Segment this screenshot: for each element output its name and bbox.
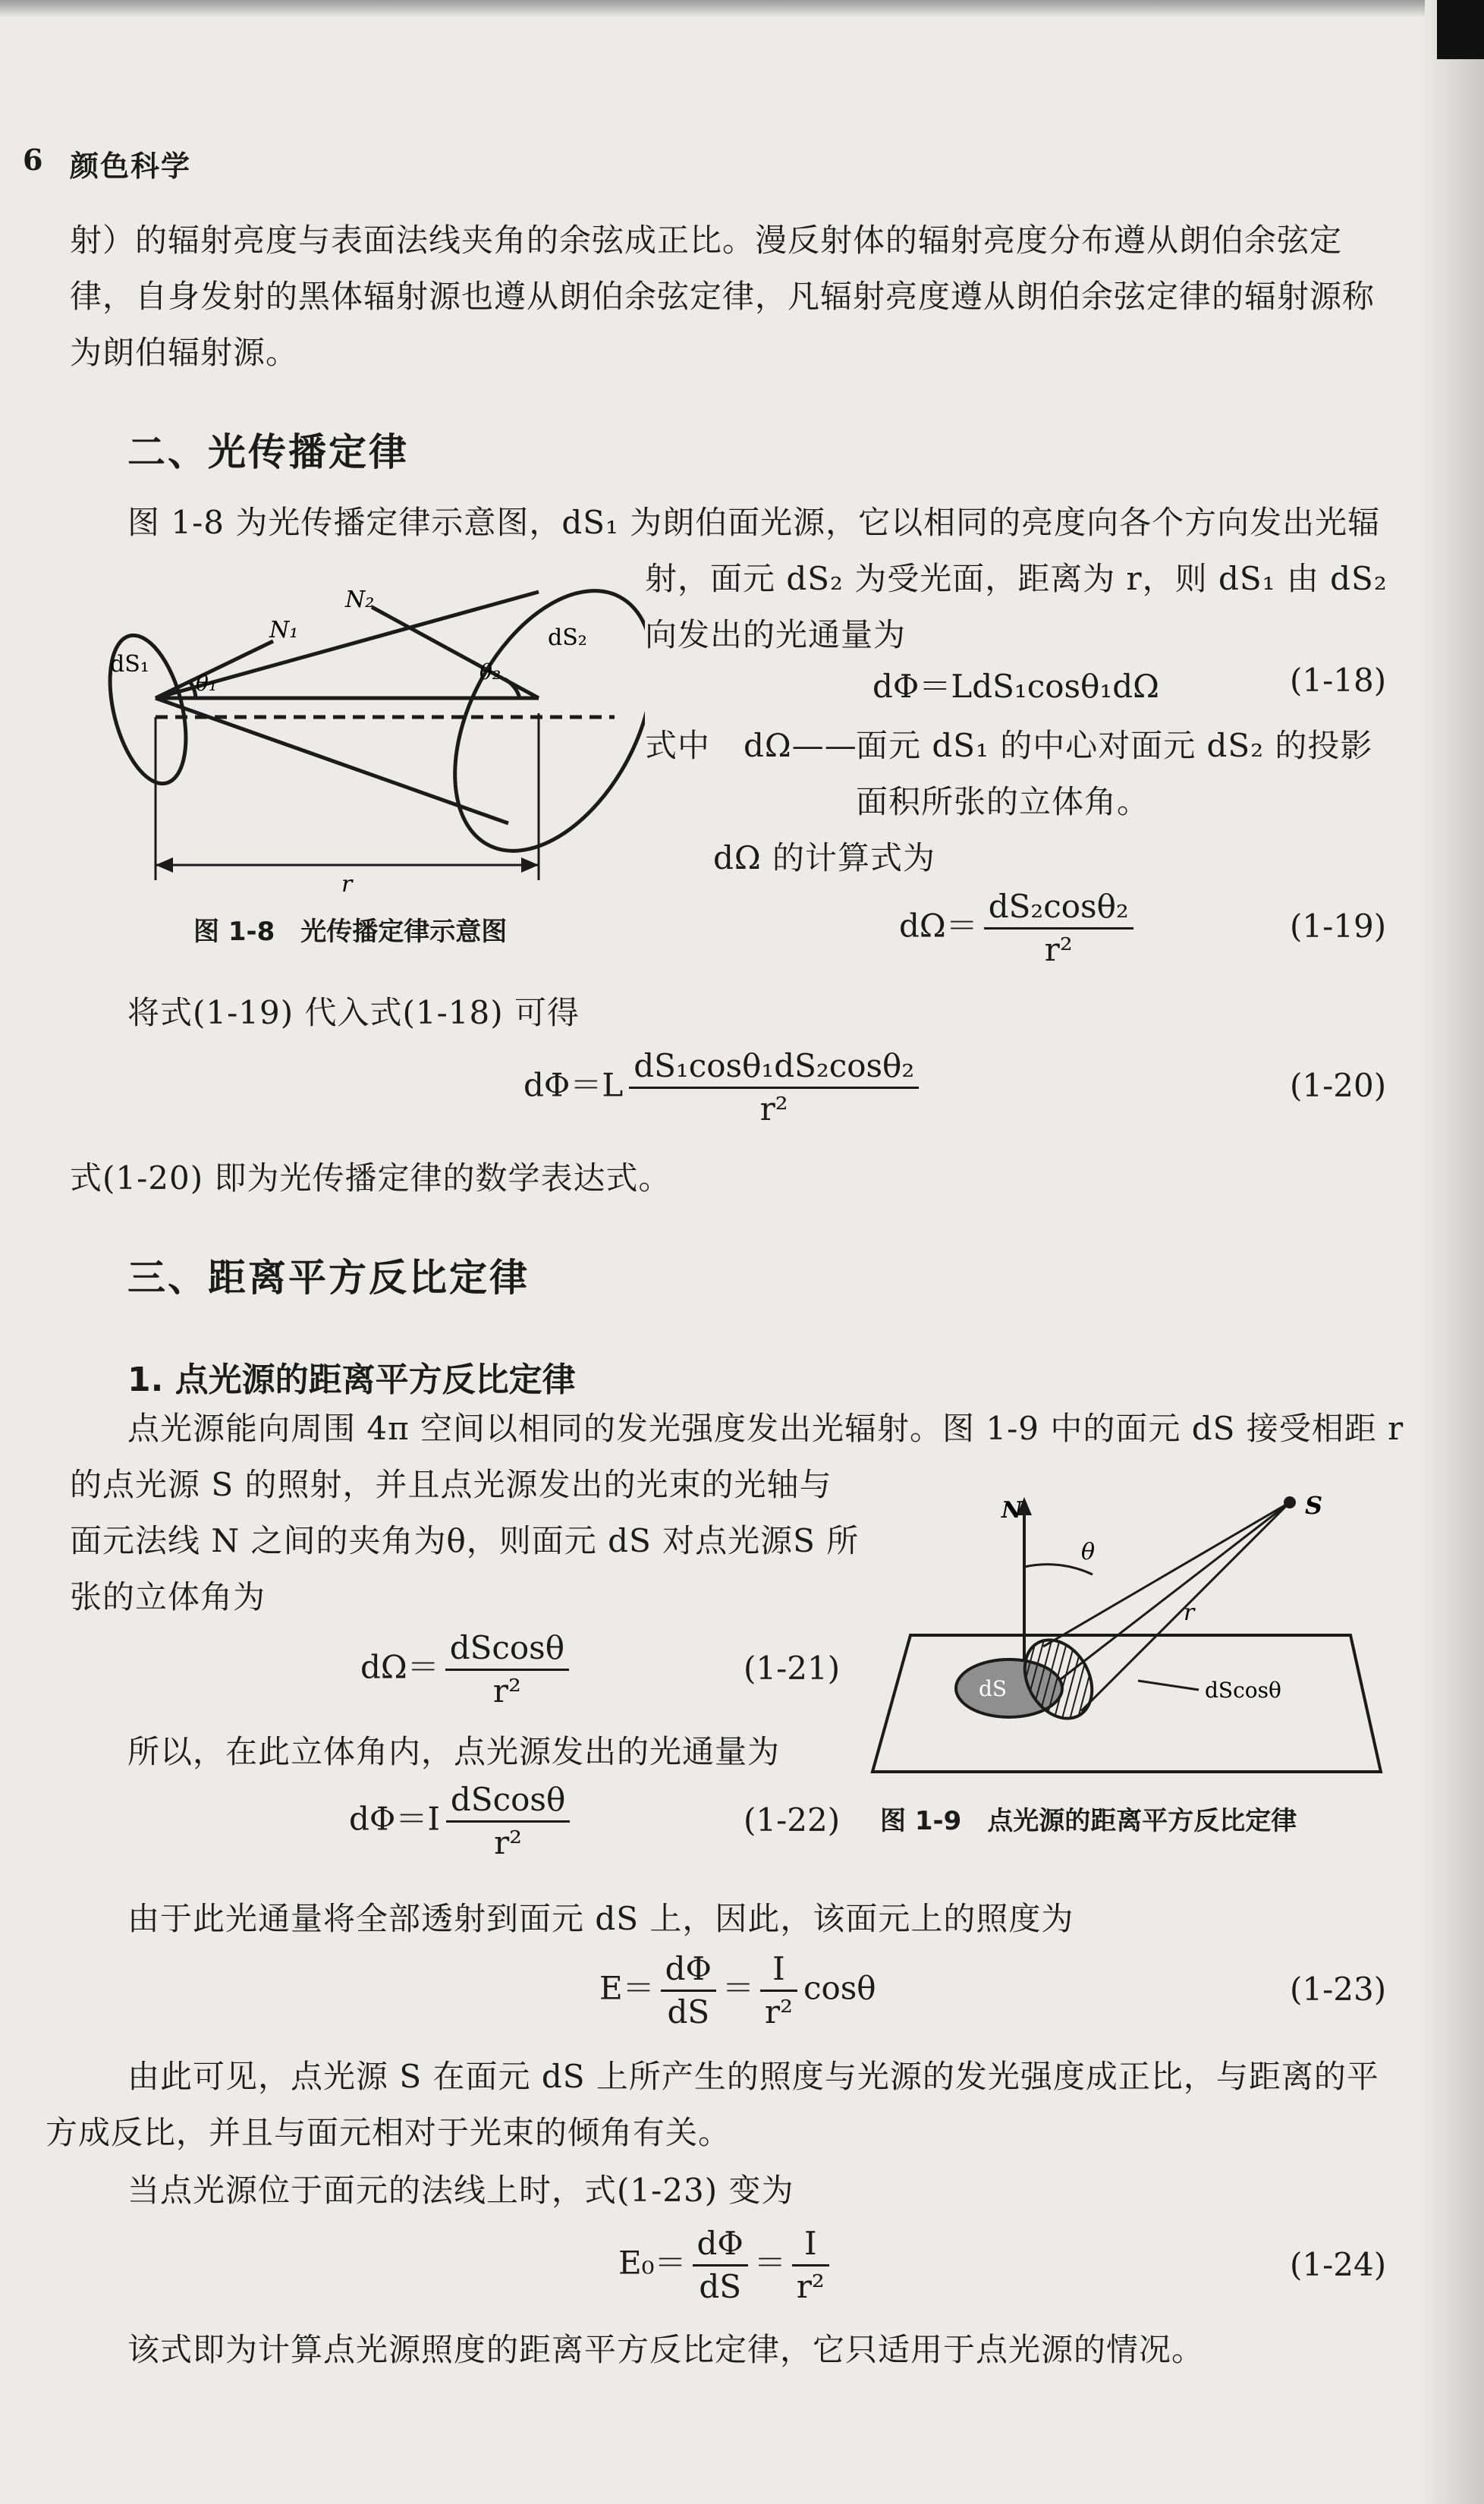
eq20-fraction [629,1046,919,1130]
eq23-fraction-2 [760,1949,797,2033]
receiving-plane [872,1635,1381,1772]
beam-axis [1061,1502,1290,1679]
s3-p5: 当点光源位于面元的法线上时，式(1-23) 变为 [127,2172,794,2209]
eq24-equals: ＝ [753,2244,786,2282]
equation-1-21 [360,1628,575,1712]
figure-1-8-diagram [83,584,645,911]
label-ds: dS [979,1676,1008,1701]
point-source-dot [1284,1496,1296,1508]
dscos-leader [1138,1681,1199,1690]
label-ds2: dS₂ [548,624,587,651]
section-heading-inverse-square: 三、距离平方反比定律 [127,1255,530,1300]
equation-number-1-24: (1-24) [1290,2246,1387,2283]
equation-1-24 [618,2223,835,2307]
equation-1-20 [523,1046,925,1130]
s3-p4-line-1: 由此可见，点光源 S 在面元 dS 上所产生的照度与光源的发光强度成正比，与距离的平 [127,2058,1379,2095]
eq24-fraction-2 [792,2223,829,2307]
s2-line-2: 射，面元 dS₂ 为受光面，距离为 r，则 dS₁ 由 dS₂ [645,560,1388,597]
eq23-denominator-1: dS [667,1993,710,2031]
equation-1-22 [349,1779,576,1864]
equation-1-19 [899,886,1140,970]
intro-line-3: 为朗伯辐射源。 [70,334,299,371]
eq20-lhs: dΦ＝L [523,1066,624,1104]
equation-number-1-21: (1-21) [744,1650,841,1687]
equation-1-18: dΦ＝LdS₁cosθ₁dΩ [872,668,1159,705]
label-theta: θ [1081,1539,1096,1565]
eq24-denominator-1: dS [699,2268,741,2305]
eq21-lhs: dΩ＝ [360,1648,439,1686]
where-symbol: dΩ—— [744,727,857,764]
eq22-numerator: dScosθ [446,1779,570,1823]
equation-number-1-18: (1-18) [1290,662,1387,699]
eq19-denominator: r² [1044,931,1073,968]
eq23-equals: ＝ [722,1969,755,2007]
running-title: 颜色科学 [70,149,192,183]
eq24-numerator-1: dΦ [693,2223,748,2266]
s3-p1-line-3: 面元法线 N 之间的夹角为θ，则面元 dS 对点光源S 所 [70,1522,860,1559]
substitute-line: 将式(1-19) 代入式(1-18) 可得 [127,994,580,1031]
intro-line-2: 律，自身发射的黑体辐射源也遵从朗伯余弦定律，凡辐射亮度遵从朗伯余弦定律的辐射源称 [70,278,1376,315]
label-n2: N₂ [345,587,375,613]
eq19-numerator: dS₂cosθ₂ [984,886,1133,930]
equation-number-1-20: (1-20) [1290,1067,1387,1104]
eq23-numerator-1: dΦ [661,1949,716,1992]
intro-line-1: 射）的辐射亮度与表面法线夹角的余弦成正比。漫反射体的辐射亮度分布遵从朗伯余弦定 [70,222,1343,259]
eq23-lhs: E＝ [599,1969,655,2007]
receiver-ellipse-ds2 [414,584,645,884]
figure-1-9-diagram [865,1483,1411,1787]
scan-corner [1437,0,1484,59]
eq21-denominator: r² [492,1672,521,1710]
eq19-fraction [984,886,1133,970]
s3-p1-line-1: 点光源能向周围 4π 空间以相同的发光强度发出光辐射。图 1-9 中的面元 dS 接受相距 r [127,1410,1404,1447]
where-line-1: 面元 dS₁ 的中心对面元 dS₂ 的投影 [856,727,1373,764]
equation-number-1-23: (1-23) [1290,1971,1387,2008]
label-n: N [1001,1497,1023,1524]
eq23-tail: cosθ [803,1969,876,2007]
eq19-lhs: dΩ＝ [899,907,978,945]
s2-line-1: 图 1-8 为光传播定律示意图，dS₁ 为朗伯面光源，它以相同的亮度向各个方向发出光辐 [127,504,1381,541]
eq22-lhs: dΦ＝I [349,1800,440,1838]
eq20-numerator: dS₁cosθ₁dS₂cosθ₂ [629,1046,919,1089]
dimension-arrow-right [521,857,539,873]
eq22-fraction [446,1779,570,1864]
s2-line-3: 向发出的光通量为 [645,616,907,653]
label-theta1: θ₁ [196,671,218,696]
eq24-fraction-1 [693,2223,748,2307]
figure-1-8-caption: 图 1-8 光传播定律示意图 [193,917,508,947]
label-n1: N₁ [269,617,299,643]
s3-p4-line-2: 方成反比，并且与面元相对于光束的倾角有关。 [46,2114,731,2151]
label-dscos: dScosθ [1205,1678,1281,1703]
eq23-denominator-2: r² [765,1993,793,2031]
equation-1-23 [599,1949,876,2033]
s2-conclusion: 式(1-20) 即为光传播定律的数学表达式。 [70,1159,671,1197]
eq23-fraction-1 [661,1949,716,2033]
s3-p3: 由于此光通量将全部透射到面元 dS 上，因此，该面元上的照度为 [127,1900,1074,1937]
eq20-denominator: r² [759,1090,788,1128]
subsection-heading-point-source: 1. 点光源的距离平方反比定律 [127,1361,576,1399]
figure-1-9-caption: 图 1-9 点光源的距离平方反比定律 [880,1806,1297,1836]
s3-p2: 所以，在此立体角内，点光源发出的光通量为 [127,1733,781,1770]
label-theta2: θ₂ [479,659,501,684]
where-prefix: 式中 [645,727,711,764]
eq22-denominator: r² [494,1824,523,1861]
dimension-arrow-left [156,857,173,873]
where-line-2: 面积所张的立体角。 [856,783,1150,820]
eq21-numerator: dScosθ [445,1628,569,1671]
eq24-denominator-2: r² [796,2268,825,2305]
theta-arc [1024,1565,1093,1574]
equation-number-1-22: (1-22) [744,1801,841,1839]
eq24-lhs: E₀＝ [618,2244,687,2282]
label-r: r [1184,1600,1195,1626]
s3-p6: 该式即为计算点光源照度的距离平方反比定律，它只适用于点光源的情况。 [127,2331,1205,2368]
eq24-numerator-2: I [792,2223,829,2266]
eq23-numerator-2: I [760,1949,797,1992]
calc-intro: dΩ 的计算式为 [713,839,936,876]
eq21-fraction [445,1628,569,1712]
s3-p1-line-4: 张的立体角为 [70,1578,266,1615]
label-ds1: dS₁ [110,651,149,678]
s3-p1-line-2: 的点光源 S 的照射，并且点光源发出的光束的光轴与 [70,1466,832,1503]
equation-number-1-19: (1-19) [1290,908,1387,945]
label-r: r [341,871,353,898]
page-number: 6 [23,143,43,177]
section-heading-light-propagation: 二、光传播定律 [127,429,409,474]
page-gutter-shadow [1425,0,1484,2504]
scan-top-edge [0,0,1484,17]
label-s: S [1305,1491,1323,1520]
